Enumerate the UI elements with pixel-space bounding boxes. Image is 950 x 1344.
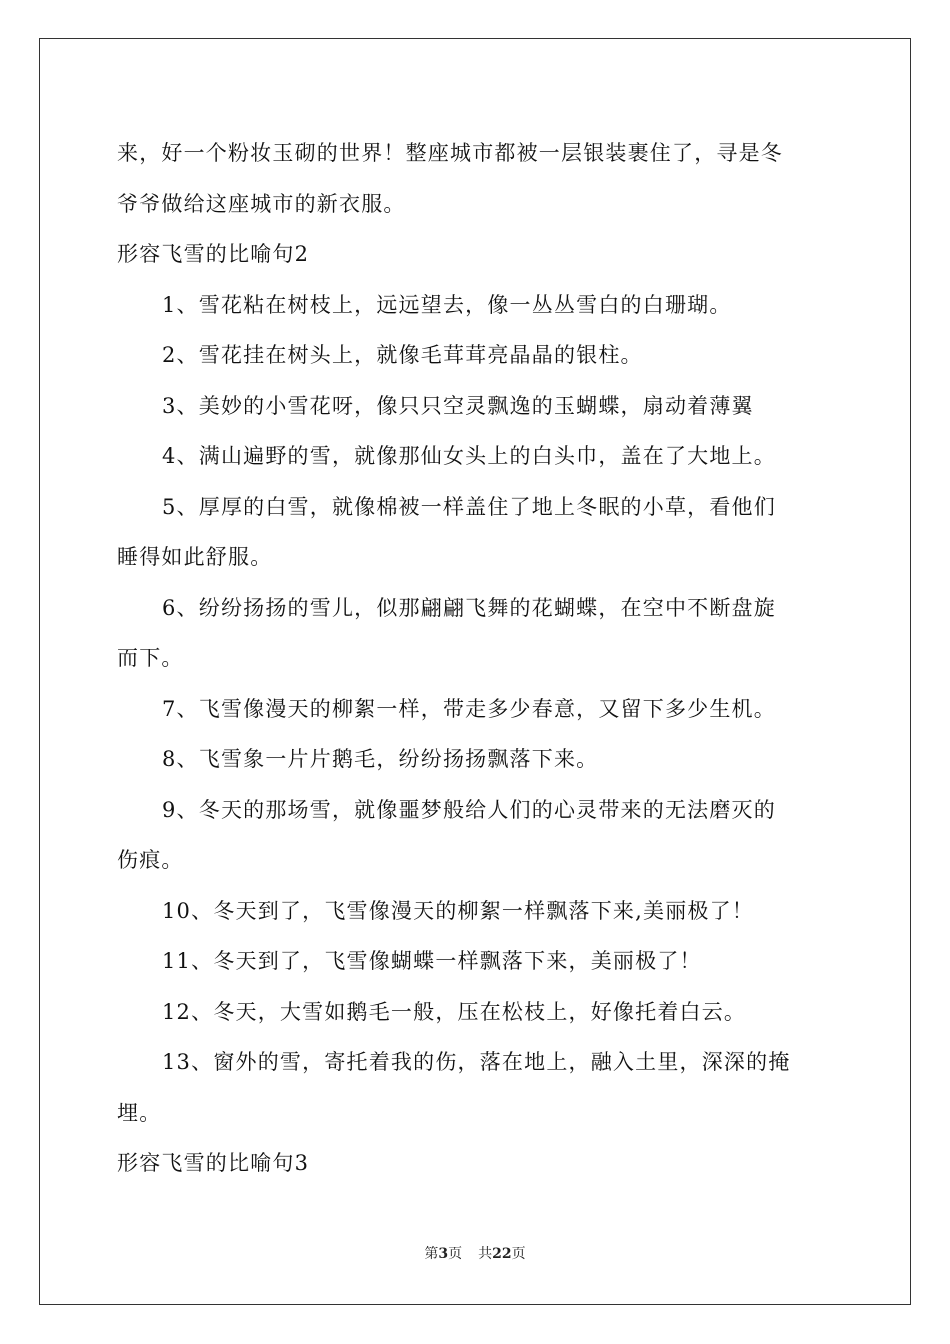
footer-page-suffix: 页 bbox=[448, 1246, 463, 1262]
document-body bbox=[117, 128, 835, 1189]
footer-page-prefix: 第 bbox=[424, 1246, 439, 1262]
text-line: 6、纷纷扬扬的雪儿，似那翩翩飞舞的花蝴蝶，在空中不断盘旋 bbox=[162, 595, 776, 620]
text-line: 7、飞雪像漫天的柳絮一样，带走多少春意，又留下多少生机。 bbox=[162, 696, 776, 721]
text-line: 睡得如此舒服。 bbox=[117, 545, 273, 569]
text-line: 9、冬天的那场雪，就像噩梦般给人们的心灵带来的无法磨灭的 bbox=[162, 797, 776, 822]
text-line: 来，好一个粉妆玉砌的世界！整座城市都被一层银装裹住了，寻是冬 bbox=[117, 141, 783, 165]
text-line: 11、冬天到了，飞雪像蝴蝶一样飘落下来，美丽极了！ bbox=[162, 949, 702, 973]
text-line: 8、飞雪象一片片鹅毛，纷纷扬扬飘落下来。 bbox=[162, 747, 599, 771]
text-line: 而下。 bbox=[117, 646, 184, 670]
text-line: 埋。 bbox=[117, 1100, 162, 1125]
footer-total-prefix: 共 bbox=[478, 1246, 493, 1262]
text-line: 2、雪花挂在树头上，就像毛茸茸亮晶晶的银柱。 bbox=[162, 343, 643, 367]
text-line: 形容飞雪的比喻句3 bbox=[117, 1151, 310, 1175]
text-line: 3、美妙的小雪花呀，像只只空灵飘逸的玉蝴蝶，扇动着薄翼 bbox=[162, 393, 754, 418]
text-line: 10、冬天到了，飞雪像漫天的柳絮一样飘落下来,美丽极了！ bbox=[162, 898, 754, 923]
text-line: 1、雪花粘在树枝上，远远望去，像一丛丛雪白的白珊瑚。 bbox=[162, 292, 732, 317]
text-line: 5、厚厚的白雪，就像棉被一样盖住了地上冬眠的小草，看他们 bbox=[162, 494, 776, 519]
page-footer bbox=[0, 1243, 950, 1263]
text-line: 12、冬天，大雪如鹅毛一般，压在松枝上，好像托着白云。 bbox=[162, 999, 747, 1024]
text-line: 4、满山遍野的雪，就像那仙女头上的白头巾，盖在了大地上。 bbox=[162, 444, 776, 468]
text-line: 爷爷做给这座城市的新衣服。 bbox=[117, 191, 406, 216]
footer-total-pages: 22 bbox=[492, 1246, 512, 1262]
footer-page-number: 3 bbox=[438, 1246, 449, 1262]
footer-total-suffix: 页 bbox=[511, 1246, 526, 1262]
text-line: 形容飞雪的比喻句2 bbox=[117, 242, 310, 266]
text-line: 13、窗外的雪，寄托着我的伤，落在地上，融入土里，深深的掩 bbox=[162, 1050, 791, 1074]
text-line: 伤痕。 bbox=[117, 848, 184, 872]
